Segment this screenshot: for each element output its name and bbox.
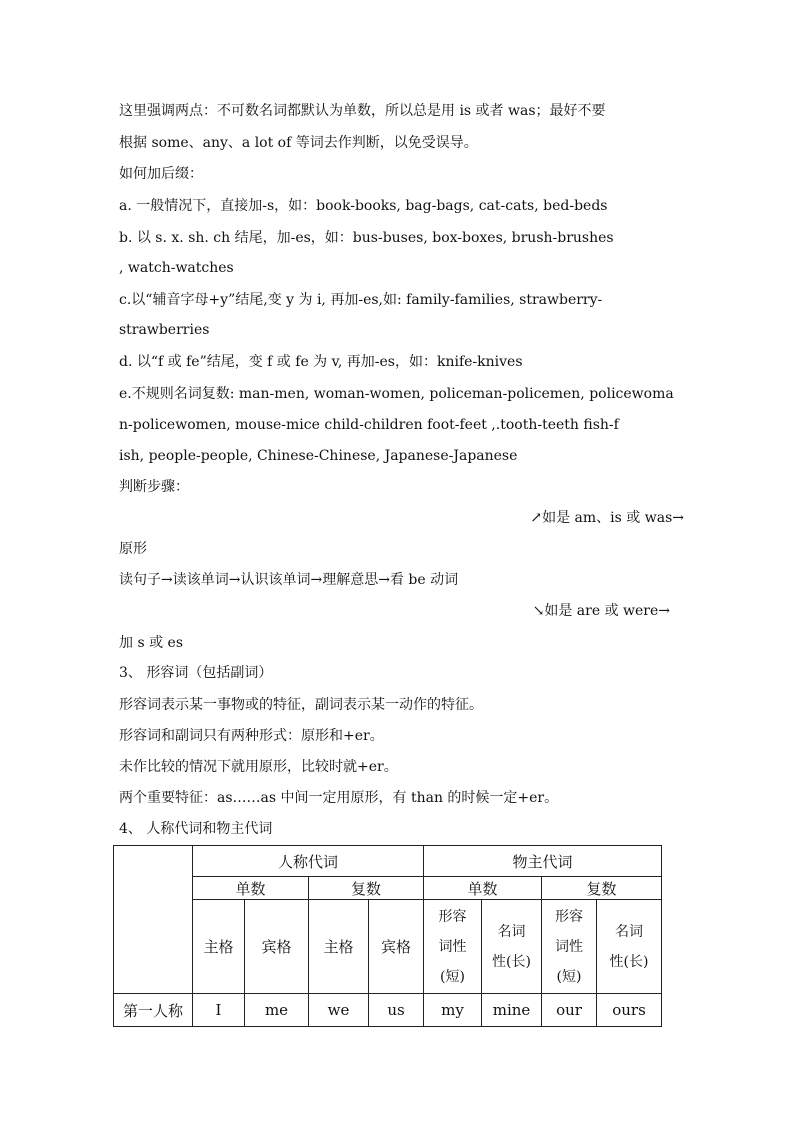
header-plural: 复数 (309, 877, 424, 900)
header-plural: 复数 (542, 877, 662, 900)
header-object: 宾格 (369, 900, 424, 994)
text-line: n-policewomen, mouse-mice child-children foot-feet ,.tooth-teeth fish-f (119, 417, 619, 433)
header-adjective-form: 形容 词性 (短) (424, 900, 482, 994)
header-adjective-form: 形容 词性 (短) (542, 900, 597, 994)
table-cell: I (193, 994, 245, 1027)
header-singular: 单数 (193, 877, 309, 900)
header-singular: 单数 (424, 877, 542, 900)
pronoun-table (113, 845, 662, 1027)
section-heading-3: 3、 形容词（包括副词） (119, 665, 273, 681)
text-line: 这里强调两点：不可数名词都默认为单数，所以总是用 is 或者 was；最好不要 (119, 103, 606, 119)
branch-down-text: ↘如是 are 或 were→ (532, 603, 670, 619)
section-heading-4: 4、 人称代词和物主代词 (119, 821, 273, 837)
text-line: c.以“辅音字母+y”结尾,变 y 为 i, 再加-es,如: family-families, strawberry- (119, 292, 603, 308)
text-line: strawberries (119, 322, 210, 338)
text-line: 如何加后缀： (119, 166, 203, 182)
header-subject: 主格 (309, 900, 369, 994)
text-line: a. 一般情况下，直接加-s，如：book-books, bag-bags, cat-cats, bed-beds (119, 198, 608, 214)
header-noun-form: 名词 性(长) (597, 900, 662, 994)
table-cell: my (424, 994, 482, 1027)
table-cell: us (369, 994, 424, 1027)
row-label-first-person: 第一人称 (114, 994, 193, 1027)
header-possessive-pronoun: 物主代词 (424, 846, 662, 877)
text-line: 形容词表示某一事物或的特征，副词表示某一动作的特征。 (119, 697, 483, 713)
text-line: ish, people-people, Chinese-Chinese, Japanese-Japanese (119, 448, 518, 464)
text-line: , watch-watches (119, 260, 234, 276)
table-row (114, 994, 662, 1027)
table-cell: ours (597, 994, 662, 1027)
header-personal-pronoun: 人称代词 (193, 846, 424, 877)
text-line: 加 s 或 es (119, 635, 184, 651)
header-subject: 主格 (193, 900, 245, 994)
text-line: d. 以“f 或 fe”结尾，变 f 或 fe 为 v, 再加-es，如：knife-knives (119, 354, 523, 370)
header-object: 宾格 (245, 900, 309, 994)
text-line: 两个重要特征：as……as 中间一定用原形，有 than 的时候一定+er。 (119, 790, 559, 806)
steps-line: 读句子→读该单词→认识该单词→理解意思→看 be 动词 (119, 572, 459, 588)
text-line: 判断步骤： (119, 479, 189, 495)
text-line: 原形 (119, 541, 147, 557)
text-line: b. 以 s. x. sh. ch 结尾，加-es，如：bus-buses, box-boxes, brush-brushes (119, 230, 614, 246)
table-cell: me (245, 994, 309, 1027)
text-line: 形容词和副词只有两种形式：原形和+er。 (119, 728, 384, 744)
corner-cell (114, 846, 193, 994)
text-line: 未作比较的情况下就用原形，比较时就+er。 (119, 759, 398, 775)
table-cell: mine (482, 994, 542, 1027)
text-line: e.不规则名词复数: man-men, woman-women, policeman-policemen, policewoma (119, 386, 674, 402)
table-cell: we (309, 994, 369, 1027)
text-line: 根据 some、any、a lot of 等词去作判断，以免受误导。 (119, 135, 478, 151)
table-cell: our (542, 994, 597, 1027)
header-noun-form: 名词 性(长) (482, 900, 542, 994)
branch-up-text: ↗如是 am、is 或 was→ (530, 510, 684, 526)
